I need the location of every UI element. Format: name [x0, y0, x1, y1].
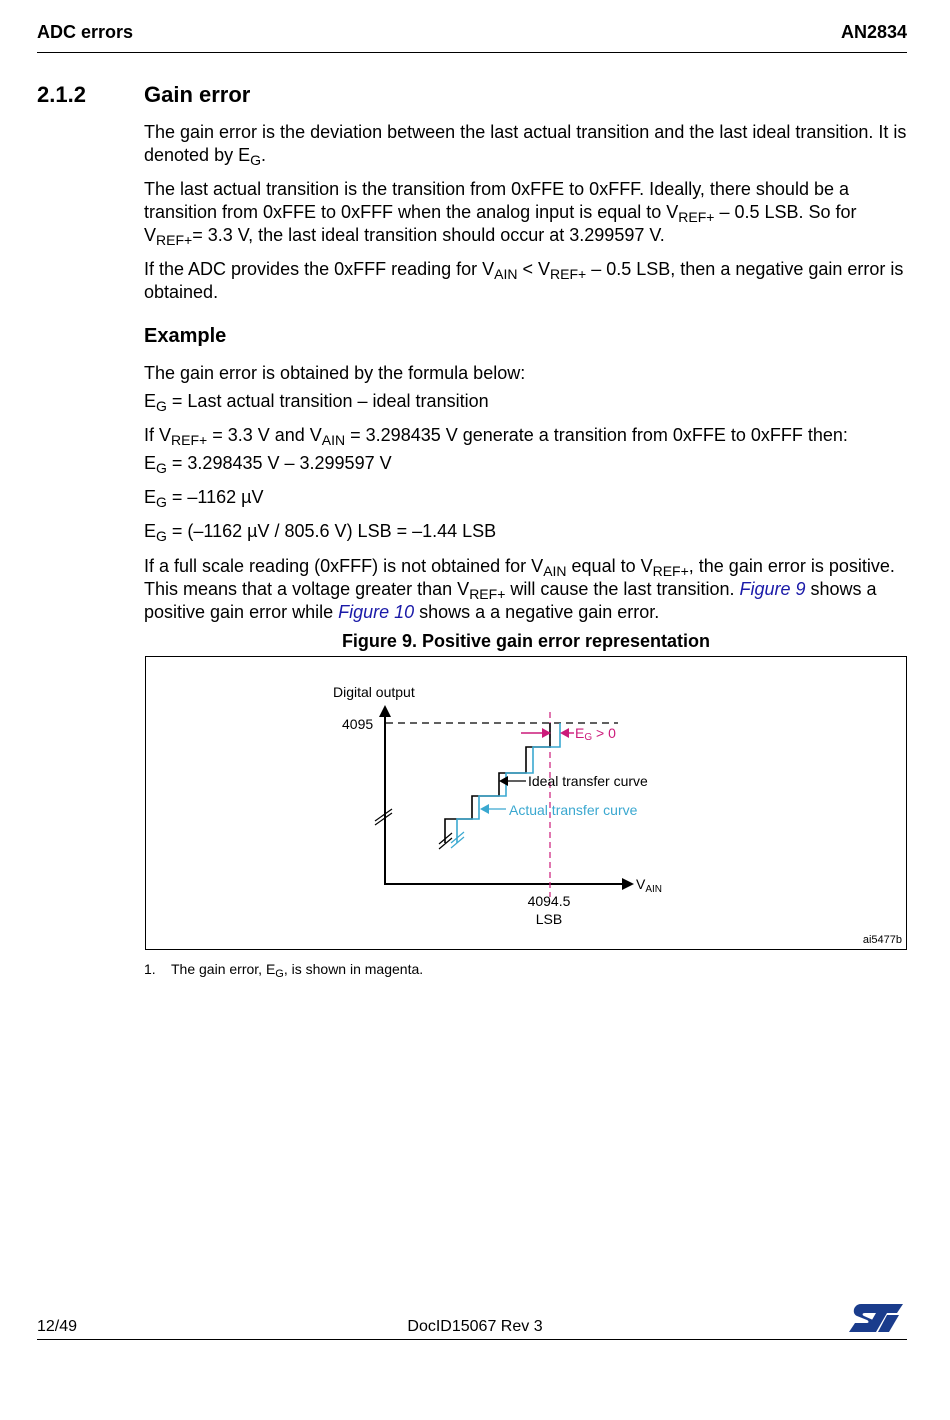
st-logo-icon: [847, 1302, 905, 1334]
formula-gain-error: $E_G$ = Last actual transition – ideal transition: [144, 391, 489, 414]
gain-error-arrowhead: [560, 728, 569, 738]
page-number: 12/49: [37, 1318, 78, 1335]
section-body: [144, 121, 908, 635]
equation-step-2: $E_G = -1162$ µV: [144, 487, 264, 510]
y-tick-4095: 4095: [342, 716, 374, 732]
figure-footnote: 1. The gain error, $E_G$, is shown in magenta.: [144, 961, 424, 980]
actual-curve-label: Actual transfer curve: [509, 802, 638, 818]
header-rule: [37, 52, 907, 53]
figure-ref-id: ai5477b: [862, 934, 902, 946]
transfer-curve-diagram: [146, 657, 906, 949]
example-condition: If $V_{REF+} = 3.3$ V and $V_{AIN} = 3.298435$ V generate a transition from 0xFFE to 0xFFF then:: [144, 425, 848, 448]
x-axis-label: $V_{AIN}$: [636, 876, 663, 895]
doc-id: DocID15067 Rev 3: [407, 1318, 543, 1335]
figure-10-link[interactable]: Figure 10: [338, 602, 415, 622]
x-tick-unit: LSB: [535, 911, 563, 927]
figure-caption: Figure 9. Positive gain error representation: [341, 631, 711, 651]
header-doc-code: AN2834: [840, 22, 907, 42]
example-heading: Example: [144, 325, 227, 347]
gain-error-label: EG > 0: [575, 725, 616, 743]
footer-rule: [37, 1339, 907, 1340]
paragraph-definition: The gain error is the deviation between the last actual transition and the last ideal transition. It is denoted by $E_G$.: [144, 122, 907, 168]
paragraph-positive-gain: If a full scale reading (0xFFF) is not obtained for $V_{AIN}$ equal to $V_{REF+}$, the gain error is positive. This means that a voltage greater than $V_{REF+}$ will cause the last transition. Figure 9 shows a positive gain error while Figure 10 shows a a negative gain error.: [144, 556, 895, 622]
ideal-curve-pointer-head: [499, 776, 508, 786]
y-axis-label: Digital output: [333, 684, 415, 700]
y-axis-arrowhead: [379, 705, 391, 717]
section-title: Gain error: [144, 82, 251, 107]
figure-positive-gain-error: [145, 656, 907, 950]
equation-step-1: $E_G = 3.298435$ V – 3.299597 V: [144, 453, 392, 476]
actual-curve-pointer-head: [480, 804, 489, 814]
paragraph-negative-gain: If the ADC provides the 0xFFF reading for $V_{AIN} < V_{REF+} - 0.5$ LSB, then a negative gain error is obtained.: [144, 259, 904, 302]
x-tick-value: 4094.5: [527, 893, 571, 909]
header-section-title: ADC errors: [37, 22, 134, 42]
example-intro: The gain error is obtained by the formula below:: [144, 363, 526, 383]
section-number: 2.1.2: [37, 82, 86, 107]
figure-9-link[interactable]: Figure 9: [739, 579, 806, 599]
paragraph-last-transition: The last actual transition is the transition from 0xFFE to 0xFFF. Ideally, there should be a transition from 0xFFE to 0xFFF when the analog input is equal to $V_{REF+} - 0.5$ LSB. So for $V_{REF+}= 3.3$ V, the last ideal transition should occur at 3.299597 V.: [144, 179, 857, 248]
ideal-curve-label: Ideal transfer curve: [528, 773, 648, 789]
x-axis-arrowhead: [622, 878, 634, 890]
equation-step-3: $E_G = (-1162$ µV / 805.6 V) LSB = –1.44 LSB: [144, 521, 497, 544]
